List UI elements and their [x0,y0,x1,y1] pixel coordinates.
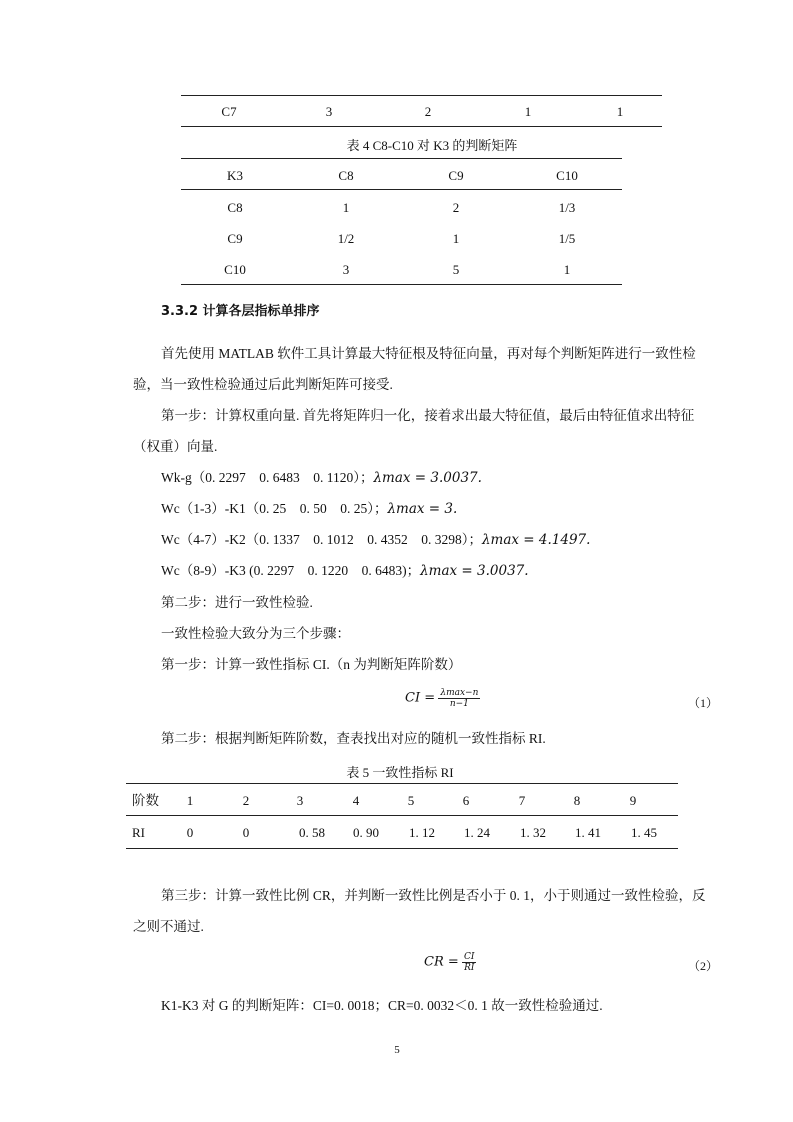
table5-top-rule [126,783,678,784]
conclusion-line: K1-K3 对 G 的判断矩阵：CI=0. 0018；CR=0. 0032＜0. 1 故一致性检验通过. [161,998,603,1013]
lambda-max-value: λmax = 3.0037. [373,470,482,486]
table5-order: 5 [407,793,415,808]
table3-cell: 1 [524,104,532,119]
fraction-numerator: CI [464,952,475,962]
equation-number: （2） [688,959,719,973]
table5-order: 8 [573,793,581,808]
table5-ri-value: 0 [242,825,250,840]
weight-vector-text: Wc（8-9）-K3 (0. 2297 0. 1220 0. 6483)； [161,563,421,578]
table5-order: 4 [352,793,360,808]
table4-cell: 5 [452,262,460,277]
table4-cell: C10 [224,262,246,277]
table5-row-label: RI [132,825,145,840]
table5-ri-value: 0. 58 [299,825,325,840]
table4-header: C9 [448,168,464,183]
paragraph-line: 第一步：计算一致性指标 CI.（n 为判断矩阵阶数） [161,657,462,672]
table4-header: K3 [227,168,243,183]
table3-cell: 1 [616,104,624,119]
fraction-denominator: RI [464,963,475,973]
equation-cr [424,952,476,973]
table5-order: 6 [462,793,470,808]
table4-header-rule [181,189,622,190]
table4-bottom-rule [181,284,622,285]
table5-caption: 表 5 一致性指标 RI [346,765,454,780]
table5-ri-value: 1. 24 [464,825,490,840]
equation-lhs: CR = [424,954,459,970]
lambda-max-value: λmax = 4.1497. [481,532,591,548]
table5-bottom-rule [126,848,678,849]
weight-vector-text: Wc（4-7）-K2（0. 1337 0. 1012 0. 4352 0. 3298）； [161,532,482,547]
weight-vector-line [161,469,482,487]
table3-cell: 3 [325,104,333,119]
table4-cell: 3 [342,262,350,277]
table4-header: C10 [556,168,578,183]
paragraph-line: 第三步：计算一致性比例 CR，并判断一致性比例是否小于 0. 1，小于则通过一致性检验，反 [161,888,706,903]
table4-caption: 表 4 C8-C10 对 K3 的判断矩阵 [346,138,518,153]
paragraph-line: （权重）向量. [133,439,218,454]
paragraph-line: 验，当一致性检验通过后此判断矩阵可接受. [133,377,393,392]
lambda-max-value: λmax = 3.0037. [420,563,529,579]
table4-cell: C8 [227,200,243,215]
weight-vector-text: Wk-g（0. 2297 0. 6483 0. 1120）； [161,470,374,485]
paragraph-line: 第二步：进行一致性检验. [161,595,313,610]
paragraph-line: 第一步：计算权重向量. 首先将矩阵归一化，接着求出最大特征值，最后由特征值求出特征 [161,408,695,423]
table4-top-rule [181,158,622,159]
weight-vector-text: Wc（1-3）-K1（0. 25 0. 50 0. 25）； [161,501,388,516]
table4-header: C8 [338,168,354,183]
paragraph-line: 首先使用 MATLAB 软件工具计算最大特征根及特征向量，再对每个判断矩阵进行一致性检 [161,346,696,361]
table4-cell: 2 [452,200,460,215]
table4-cell: 1 [563,262,571,277]
table4-cell: 1/3 [558,200,576,215]
page-number: 5 [394,1044,400,1056]
equation-lhs: CI = [405,690,436,706]
fraction-numerator: λmax−n [440,688,479,698]
table5-header-rule [126,815,678,816]
table4-cell: C9 [227,231,243,246]
table4-cell: 1 [452,231,460,246]
table5-ri-value: 1. 41 [575,825,601,840]
table3-cell: C7 [221,104,237,119]
table5-ri-value: 1. 45 [631,825,657,840]
lambda-max-value: λmax = 3. [387,501,458,517]
table4-cell: 1/2 [337,231,355,246]
table5-order: 7 [518,793,526,808]
table4-cell: 1 [342,200,350,215]
table3-cell: 2 [424,104,432,119]
table5-header-label: 阶数 [132,793,159,808]
paragraph-line: 之则不通过. [133,919,204,934]
weight-vector-line [161,562,529,580]
table5-ri-value: 1. 32 [520,825,546,840]
table5-order: 1 [186,793,194,808]
table5-order: 9 [629,793,637,808]
paragraph-line: 一致性检验大致分为三个步骤： [161,626,350,641]
fraction-denominator: n−1 [449,699,469,709]
weight-vector-line [161,500,457,518]
weight-vector-line [161,531,590,549]
table3-bottom-rule [181,126,662,127]
table4-cell: 1/5 [558,231,576,246]
table5-ri-value: 1. 12 [409,825,435,840]
equation-ci [405,688,480,709]
paragraph-line: 第二步：根据判断矩阵阶数，查表找出对应的随机一致性指标 RI. [161,731,546,746]
equation-fraction [438,688,480,709]
equation-fraction [462,952,476,973]
table5-ri-value: 0 [186,825,194,840]
table3-top-rule [181,95,662,96]
section-heading: 3.3.2 计算各层指标单排序 [161,304,320,319]
table5-ri-value: 0. 90 [353,825,379,840]
equation-number: （1） [688,696,719,710]
table5-order: 2 [242,793,250,808]
table5-order: 3 [296,793,304,808]
